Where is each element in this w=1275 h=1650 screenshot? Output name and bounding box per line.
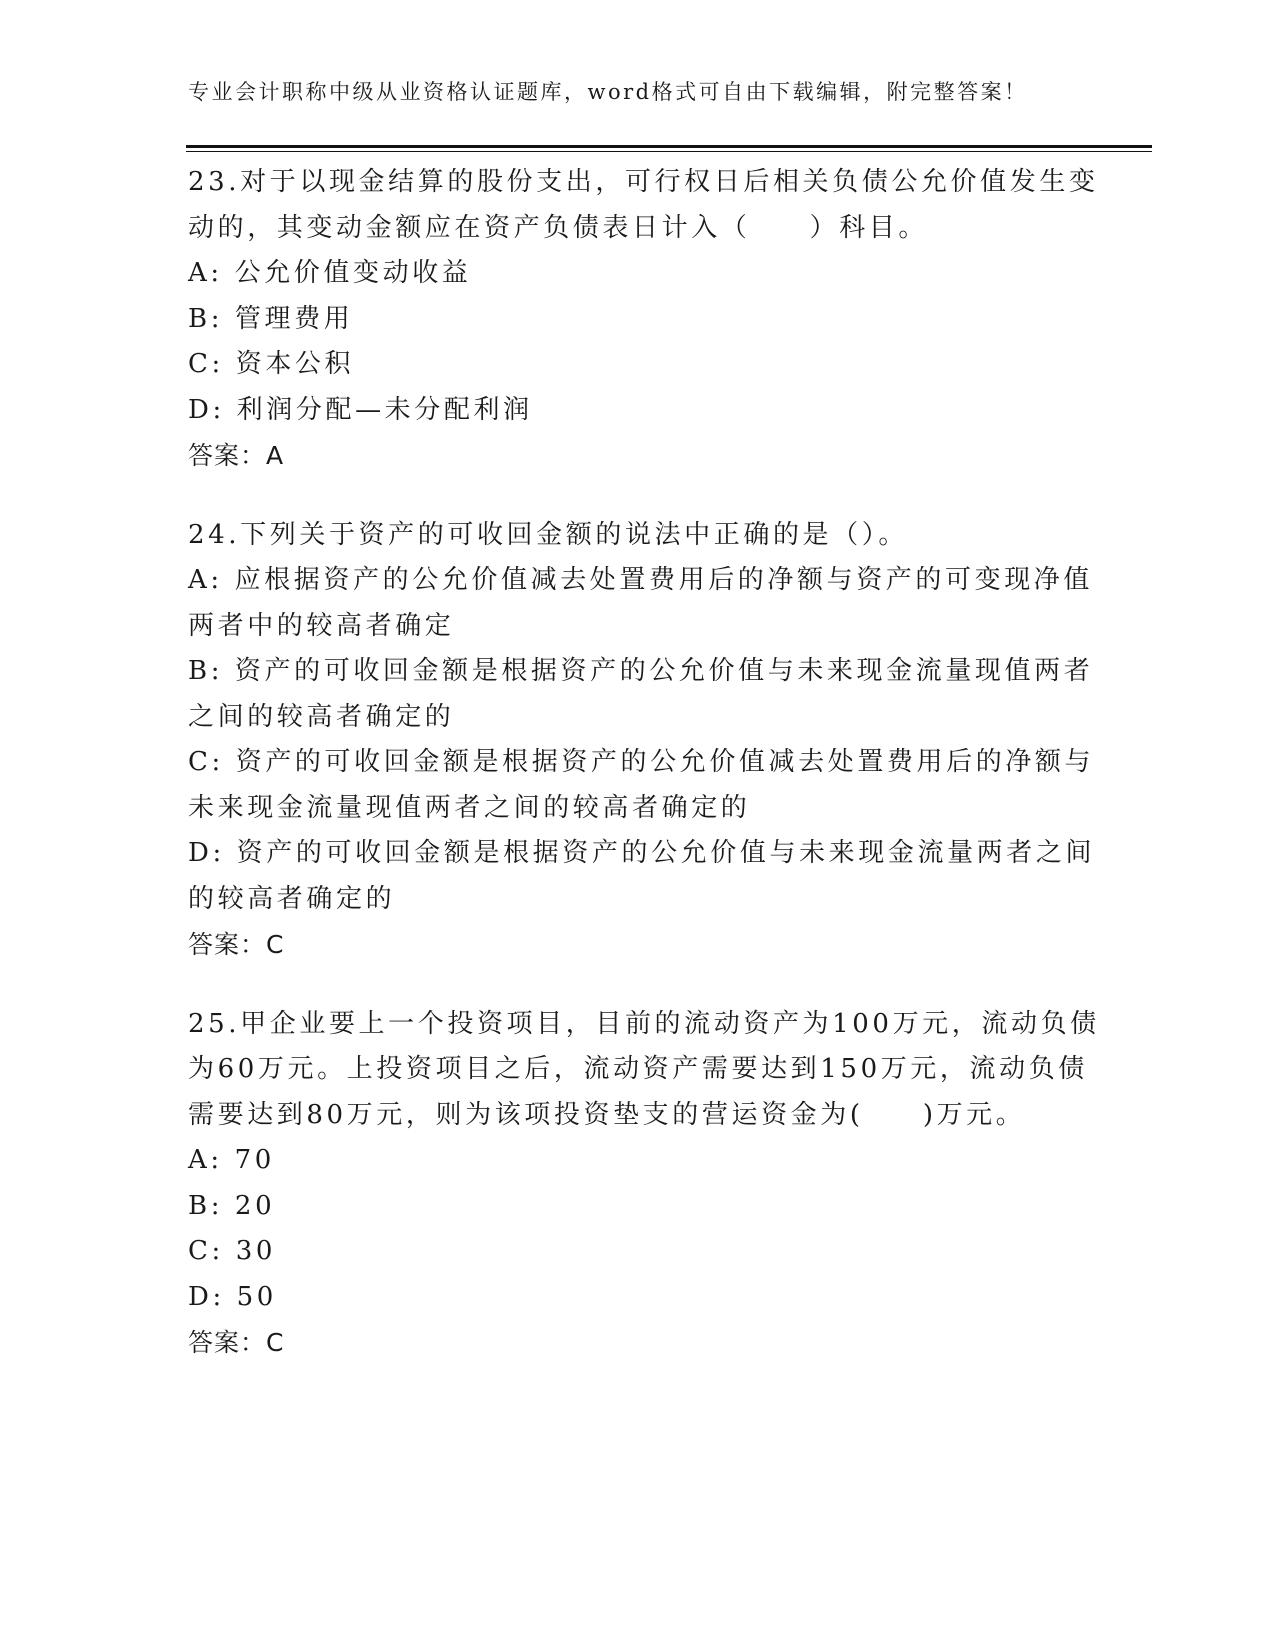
option-b: B: 20 bbox=[188, 1190, 276, 1221]
option-c: C: 资产的可收回金额是根据资产的公允价值减去处置费用后的净额与 bbox=[188, 747, 1095, 777]
question-stem-line: 24.下列关于资产的可收回金额的说法中正确的是（）。 bbox=[188, 519, 908, 550]
question-stem-line: 动的，其变动金额应在资产负债表日计入（ ）科目。 bbox=[188, 212, 929, 243]
option-b: B: 资产的可收回金额是根据资产的公允价值与未来现金流量现值两者 bbox=[188, 656, 1094, 686]
question-stem-line: 23.对于以现金结算的股份支出，可行权日后相关负债公允价值发生变 bbox=[188, 167, 1099, 197]
option-d: D: 利润分配—未分配利润 bbox=[188, 394, 533, 425]
header-rule-thin bbox=[186, 151, 1152, 152]
answer-label: 答案：C bbox=[188, 1328, 285, 1357]
question-stem-line: 需要达到80万元，则为该项投资垫支的营运资金为( )万元。 bbox=[188, 1099, 1026, 1130]
question-stem-line: 为60万元。上投资项目之后，流动资产需要达到150万元，流动负债 bbox=[188, 1054, 1088, 1084]
option-d: D: 资产的可收回金额是根据资产的公允价值与未来现金流量两者之间 bbox=[188, 838, 1096, 868]
option-a: A: 70 bbox=[188, 1145, 275, 1175]
option-a: A: 应根据资产的公允价值减去处置费用后的净额与资产的可变现净值 bbox=[188, 565, 1094, 595]
question-24 bbox=[188, 513, 1096, 968]
option-d: D: 50 bbox=[188, 1281, 277, 1312]
option-d-continued: 的较高者确定的 bbox=[188, 883, 396, 914]
option-b: B: 管理费用 bbox=[188, 303, 354, 334]
question-list bbox=[188, 160, 1100, 1400]
option-a-continued: 两者中的较高者确定 bbox=[188, 610, 455, 641]
question-23 bbox=[188, 160, 1099, 479]
page-header-title: 专业会计职称中级从业资格认证题库，word格式可自由下载编辑，附完整答案！ bbox=[188, 80, 1028, 104]
option-a: A: 公允价值变动收益 bbox=[188, 258, 472, 288]
header-rule-thick bbox=[186, 145, 1152, 148]
option-c: C: 资本公积 bbox=[188, 349, 355, 379]
option-c-continued: 未来现金流量现值两者之间的较高者确定的 bbox=[188, 792, 751, 823]
option-b-continued: 之间的较高者确定的 bbox=[188, 701, 455, 732]
answer-label: 答案：A bbox=[188, 441, 285, 470]
question-stem-line: 25.甲企业要上一个投资项目，目前的流动资产为100万元，流动负债 bbox=[188, 1008, 1100, 1039]
answer-label: 答案：C bbox=[188, 930, 285, 959]
question-25 bbox=[188, 1002, 1100, 1366]
option-c: C: 30 bbox=[188, 1236, 277, 1266]
